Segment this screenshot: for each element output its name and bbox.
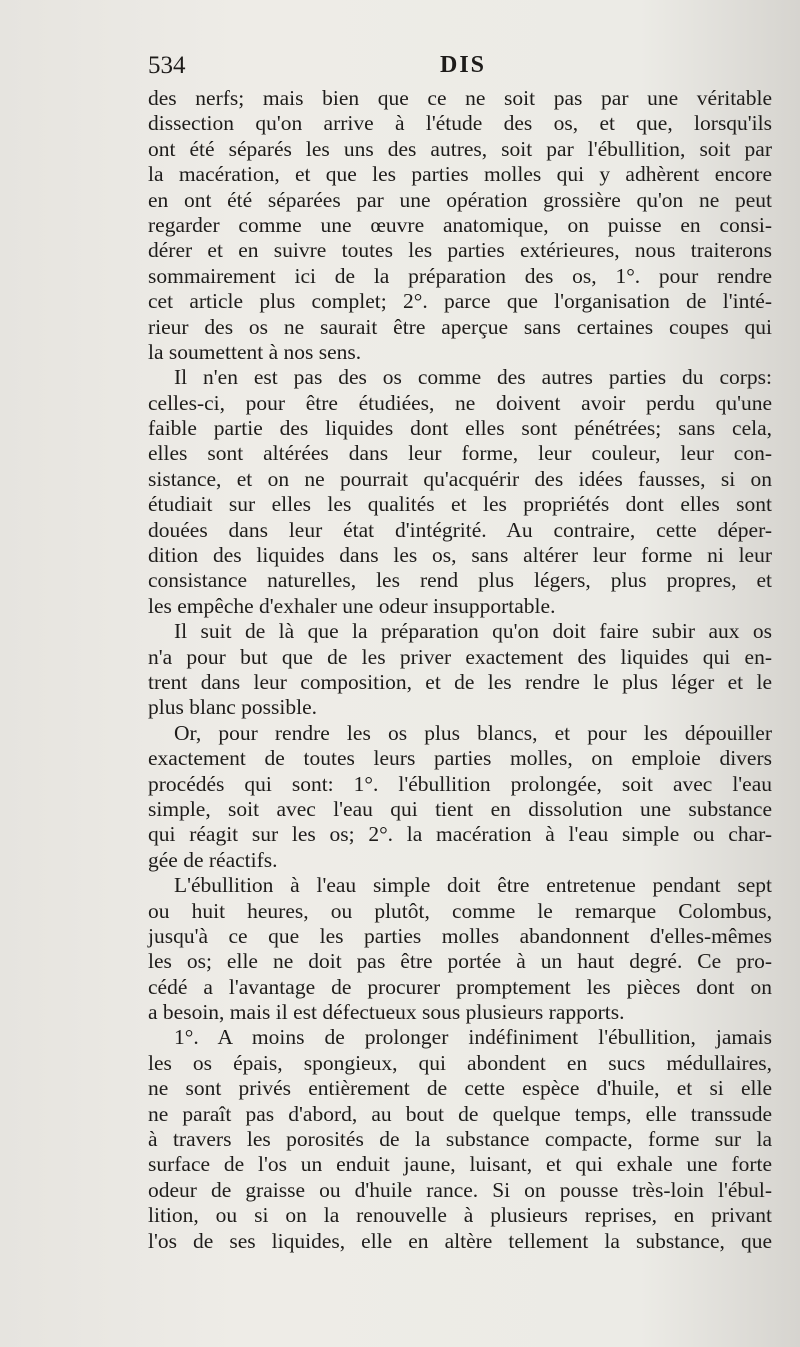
page-number: 534: [148, 52, 186, 79]
text-line: regarder comme une œuvre anatomique, on puisse en consi-: [148, 212, 772, 237]
text-line: les os; elle ne doit pas être portée à un haut degré. Ce pro-: [148, 949, 772, 974]
running-head: DIS: [440, 52, 487, 78]
text-line: en ont été séparées par une opération grossière qu'on ne peut: [148, 187, 772, 212]
text-line: Il n'en est pas des os comme des autres parties du corps:: [174, 365, 772, 390]
text-line: la soumettent à nos sens.: [148, 339, 362, 364]
text-line: la macération, et que les parties molles qui y adhèrent encore: [148, 162, 772, 187]
text-line: ou huit heures, ou plutôt, comme le remarque Colombus,: [148, 898, 772, 923]
text-line: Il suit de là que la préparation qu'on doit faire subir aux os: [174, 619, 772, 644]
text-line: cet article plus complet; 2°. parce que l'organisation de l'inté-: [148, 289, 772, 314]
text-line: exactement de toutes leurs parties molles, on emploie divers: [148, 746, 772, 771]
text-line: ne sont privés entièrement de cette espèce d'huile, et si elle: [148, 1076, 772, 1101]
text-line: l'os de ses liquides, elle en altère tellement la substance, que: [148, 1228, 772, 1253]
text-line: celles-ci, pour être étudiées, ne doivent avoir perdu qu'une: [148, 390, 772, 415]
text-line: L'ébullition à l'eau simple doit être entretenue pendant sept: [174, 873, 772, 898]
text-line: surface de l'os un enduit jaune, luisant, et qui exhale une forte: [148, 1152, 772, 1177]
body-text: [148, 86, 772, 1254]
text-line: faible partie des liquides dont elles sont pénétrées; sans cela,: [148, 416, 772, 441]
text-line: plus blanc possible.: [148, 695, 317, 720]
text-line: étudiait sur elles les qualités et les propriétés dont elles sont: [148, 492, 772, 517]
text-line: procédés qui sont: 1°. l'ébullition prolongée, soit avec l'eau: [148, 771, 772, 796]
text-line: qui réagit sur les os; 2°. la macération à l'eau simple ou char-: [148, 822, 772, 847]
text-line: a besoin, mais il est défectueux sous plusieurs rapports.: [148, 1000, 625, 1025]
text-line: elles sont altérées dans leur forme, leur couleur, leur con-: [148, 441, 772, 466]
text-line: dérer et en suivre toutes les parties extérieures, nous traiterons: [148, 238, 772, 263]
text-line: jusqu'à ce que les parties molles abandonnent d'elles-mêmes: [148, 923, 772, 948]
text-line: odeur de graisse ou d'huile rance. Si on pousse très-loin l'ébul-: [148, 1177, 772, 1202]
text-line: consistance naturelles, les rend plus légers, plus propres, et: [148, 568, 772, 593]
text-line: dition des liquides dans les os, sans altérer leur forme ni leur: [148, 543, 772, 568]
text-line: gée de réactifs.: [148, 847, 278, 872]
text-line: les empêche d'exhaler une odeur insupportable.: [148, 593, 556, 618]
text-line: n'a pour but que de les priver exactement des liquides qui en-: [148, 644, 772, 669]
text-line: ne paraît pas d'abord, au bout de quelque temps, elle transsude: [148, 1101, 772, 1126]
text-line: ont été séparés les uns des autres, soit par l'ébullition, soit par: [148, 136, 772, 161]
text-line: des nerfs; mais bien que ce ne soit pas par une véritable: [148, 86, 772, 110]
text-line: Or, pour rendre les os plus blancs, et pour les dépouiller: [174, 720, 772, 745]
text-line: simple, soit avec l'eau qui tient en dissolution une substance: [148, 796, 772, 821]
text-line: sommairement ici de la préparation des os, 1°. pour rendre: [148, 263, 772, 288]
text-line: les os épais, spongieux, qui abondent en sucs médullaires,: [148, 1050, 772, 1075]
text-line: lition, ou si on la renouvelle à plusieurs reprises, en privant: [148, 1203, 772, 1228]
text-line: à travers les porosités de la substance compacte, forme sur la: [148, 1127, 772, 1152]
text-line: douées dans leur état d'intégrité. Au contraire, cette déper-: [148, 517, 772, 542]
text-line: 1°. A moins de prolonger indéfiniment l'ébullition, jamais: [174, 1025, 772, 1050]
text-line: sistance, et on ne pourrait qu'acquérir des idées fausses, si on: [148, 466, 772, 491]
text-line: cédé a l'avantage de procurer promptement les pièces dont on: [148, 974, 772, 999]
text-line: dissection qu'on arrive à l'étude des os, et que, lorsqu'ils: [148, 111, 772, 136]
text-line: trent dans leur composition, et de les rendre le plus léger et le: [148, 669, 772, 694]
text-line: rieur des os ne saurait être aperçue sans certaines coupes qui: [148, 314, 772, 339]
